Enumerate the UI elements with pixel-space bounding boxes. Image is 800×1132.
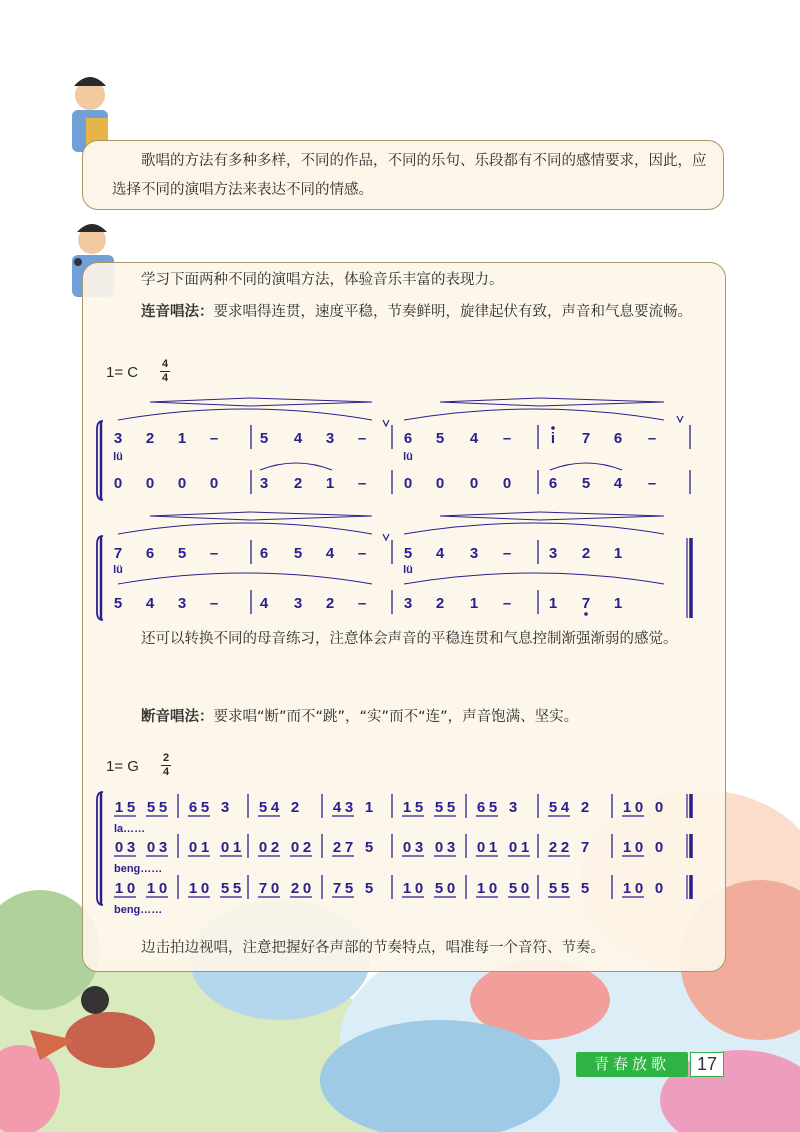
- staccato-description: 要求唱“断”而不“跳”，“实”而不“连”，声音饱满、坚实。: [213, 709, 579, 725]
- staccato-note: 5: [434, 799, 444, 816]
- lower-voice-note: –: [357, 475, 367, 492]
- page-number: 17: [690, 1052, 724, 1077]
- final-paragraph: 边击拍边视唱，注意把握好各声部的节奏特点，唱准每一个音符、节奏。: [141, 940, 605, 956]
- staccato-note: 0: [434, 839, 444, 856]
- staccato-note: 6: [476, 799, 486, 816]
- lower-voice-note: 0: [113, 475, 123, 492]
- staccato-note: 3: [508, 799, 518, 816]
- syllable-lu: lü: [113, 451, 123, 463]
- staccato-note: 2: [270, 839, 280, 856]
- upper-voice-note: –: [209, 430, 219, 447]
- upper-voice-note: 5: [293, 545, 303, 562]
- decrescendo-hairpin: [540, 512, 664, 520]
- staccato-paragraph: [112, 703, 708, 732]
- lyric-beng: beng……: [114, 904, 163, 916]
- staccato-note: 1: [114, 880, 124, 897]
- lower-voice-note: 4: [259, 595, 269, 612]
- crescendo-hairpin: [440, 398, 540, 406]
- lower-voice-note: 4: [145, 595, 155, 612]
- upper-voice-note: 6: [403, 430, 413, 447]
- staccato-note: 0: [146, 839, 156, 856]
- staccato-note: 0: [488, 880, 498, 897]
- staccato-note: 2: [560, 839, 570, 856]
- upper-voice-note: 6: [145, 545, 155, 562]
- staccato-note: 6: [188, 799, 198, 816]
- staccato-note: 0: [114, 839, 124, 856]
- decrescendo-hairpin: [250, 512, 372, 520]
- upper-voice-note: –: [209, 545, 219, 562]
- lower-voice-note: 0: [209, 475, 219, 492]
- staccato-note: 1: [402, 799, 412, 816]
- lower-voice-note: 0: [435, 475, 445, 492]
- syllable-lu: lü: [403, 564, 413, 576]
- staccato-label: 断音唱法：: [141, 709, 214, 725]
- staccato-note: 5: [548, 799, 558, 816]
- lower-voice-note: –: [357, 595, 367, 612]
- staccato-note: 1: [200, 839, 210, 856]
- upper-voice-note: 3: [548, 545, 558, 562]
- staccato-note: 4: [332, 799, 342, 816]
- staccato-note: 2: [302, 839, 312, 856]
- decrescendo-hairpin: [250, 398, 372, 406]
- slur: [260, 463, 332, 470]
- staccato-note: 5: [200, 799, 210, 816]
- lower-voice-note: 5: [113, 595, 123, 612]
- staccato-note: 4: [560, 799, 570, 816]
- breath-mark: [677, 416, 683, 422]
- staccato-note: 5: [126, 799, 136, 816]
- upper-voice-note: 6: [259, 545, 269, 562]
- staccato-note: 1: [232, 839, 242, 856]
- upper-voice-note: 5: [259, 430, 269, 447]
- upper-voice-note: i: [550, 430, 556, 447]
- upper-voice-note: –: [502, 545, 512, 562]
- staccato-note: 2: [332, 839, 342, 856]
- upper-voice-note: 4: [293, 430, 303, 447]
- upper-voice-note: 5: [177, 545, 187, 562]
- staccato-note: 0: [654, 839, 664, 856]
- upper-voice-note: –: [357, 430, 367, 447]
- staccato-note: 5: [344, 880, 354, 897]
- staccato-note: 0: [302, 880, 312, 897]
- staccato-note: 5: [258, 799, 268, 816]
- staccato-note: 3: [344, 799, 354, 816]
- lower-voice-note: –: [647, 475, 657, 492]
- exercise-intro: 学习下面两种不同的演唱方法，体验音乐丰富的表现力。: [141, 272, 504, 288]
- legato-label: 连音唱法：: [141, 304, 214, 320]
- staccato-note: 0: [258, 839, 268, 856]
- upper-voice-note: –: [502, 430, 512, 447]
- staccato-note: 0: [290, 839, 300, 856]
- upper-voice-note: –: [357, 545, 367, 562]
- breath-mark: [383, 534, 389, 540]
- lower-voice-note: 1: [613, 595, 623, 612]
- lower-voice-note: 4: [613, 475, 623, 492]
- lower-voice-note: 2: [325, 595, 335, 612]
- upper-voice-note: 4: [435, 545, 445, 562]
- staccato-note: 0: [200, 880, 210, 897]
- upper-voice-note: 7: [113, 545, 123, 562]
- staccato-note: 3: [446, 839, 456, 856]
- staccato-note: 0: [634, 839, 644, 856]
- upper-voice-note: 2: [145, 430, 155, 447]
- lower-voice-note: 3: [259, 475, 269, 492]
- staccato-note: 0: [476, 839, 486, 856]
- slur: [118, 573, 372, 584]
- staccato-note: 2: [580, 799, 590, 816]
- staccato-note: 0: [220, 839, 230, 856]
- lower-voice-note: 1: [548, 595, 558, 612]
- staccato-note: 2: [290, 799, 300, 816]
- staccato-note: 5: [580, 880, 590, 897]
- low-octave-dot: [584, 612, 588, 616]
- staccato-note: 7: [332, 880, 342, 897]
- staccato-note: 4: [270, 799, 280, 816]
- staccato-note: 0: [126, 880, 136, 897]
- staccato-note: 1: [520, 839, 530, 856]
- staccato-note: 5: [508, 880, 518, 897]
- lower-voice-note: 0: [502, 475, 512, 492]
- slur: [550, 463, 622, 470]
- lower-voice-note: 3: [177, 595, 187, 612]
- staccato-note: 5: [364, 880, 374, 897]
- staccato-note: 0: [414, 880, 424, 897]
- breath-mark: [383, 420, 389, 426]
- legato-time-signature: 4 4: [161, 358, 169, 384]
- lower-voice-note: 5: [581, 475, 591, 492]
- staccato-note: 1: [402, 880, 412, 897]
- staccato-note: 3: [220, 799, 230, 816]
- staccato-key-signature: 1= G: [106, 758, 139, 775]
- staccato-note: 5: [488, 799, 498, 816]
- staccato-note: 5: [414, 799, 424, 816]
- legato-description: 要求唱得连贯，速度平稳，节奏鲜明，旋律起伏有致，声音和气息要流畅。: [213, 304, 692, 320]
- upper-voice-note: 1: [613, 545, 623, 562]
- staccato-note: 0: [446, 880, 456, 897]
- upper-voice-note: 3: [113, 430, 123, 447]
- slur: [404, 409, 664, 420]
- staccato-note: 1: [622, 839, 632, 856]
- upper-voice-note: 3: [325, 430, 335, 447]
- staccato-note: 0: [654, 799, 664, 816]
- slur: [118, 409, 372, 420]
- staccato-note: 1: [364, 799, 374, 816]
- staccato-note: 7: [344, 839, 354, 856]
- upper-voice-note: 2: [581, 545, 591, 562]
- staccato-note: 5: [560, 880, 570, 897]
- staccato-note: 5: [364, 839, 374, 856]
- staccato-note: 0: [520, 880, 530, 897]
- lower-voice-note: 7: [581, 595, 591, 612]
- staccato-note: 3: [126, 839, 136, 856]
- staccato-note: 2: [548, 839, 558, 856]
- staccato-note: 0: [188, 839, 198, 856]
- crescendo-hairpin: [150, 512, 250, 520]
- upper-voice-note: –: [647, 430, 657, 447]
- chapter-title: 青春放歌: [576, 1052, 688, 1077]
- upper-voice-note: 3: [469, 545, 479, 562]
- slur: [404, 523, 664, 534]
- staccato-note: 7: [258, 880, 268, 897]
- staccato-note: 5: [220, 880, 230, 897]
- staccato-note: 0: [508, 839, 518, 856]
- staccato-note: 0: [158, 880, 168, 897]
- staccato-note: 0: [270, 880, 280, 897]
- crescendo-hairpin: [440, 512, 540, 520]
- upper-voice-note: 5: [403, 545, 413, 562]
- slur: [404, 573, 664, 584]
- staccato-note: 2: [290, 880, 300, 897]
- lower-voice-note: 0: [469, 475, 479, 492]
- lower-voice-note: 0: [403, 475, 413, 492]
- lower-voice-note: 1: [325, 475, 335, 492]
- high-octave-dot: [551, 426, 555, 430]
- staccato-note: 5: [434, 880, 444, 897]
- lower-voice-note: 0: [145, 475, 155, 492]
- staccato-note: 1: [622, 880, 632, 897]
- upper-voice-note: 4: [469, 430, 479, 447]
- decrescendo-hairpin: [540, 398, 664, 406]
- staccato-note: 3: [158, 839, 168, 856]
- staccato-note: 0: [634, 880, 644, 897]
- upper-voice-note: 5: [435, 430, 445, 447]
- staccato-note: 1: [622, 799, 632, 816]
- staccato-note: 0: [634, 799, 644, 816]
- staccato-note: 5: [146, 799, 156, 816]
- lyric-la: la……: [114, 823, 146, 835]
- staccato-note: 5: [446, 799, 456, 816]
- legato-key-signature: 1= C: [106, 364, 139, 381]
- staccato-note: 0: [402, 839, 412, 856]
- lower-voice-note: 1: [469, 595, 479, 612]
- lower-voice-note: 6: [548, 475, 558, 492]
- staccato-note: 0: [654, 880, 664, 897]
- lyric-beng: beng……: [114, 863, 163, 875]
- upper-voice-note: 6: [613, 430, 623, 447]
- syllable-lu: lü: [113, 564, 123, 576]
- staccato-time-signature: 2 4: [162, 752, 170, 778]
- lower-voice-note: 2: [435, 595, 445, 612]
- staccato-note: 1: [476, 880, 486, 897]
- syllable-lu: lü: [403, 451, 413, 463]
- lower-voice-note: –: [502, 595, 512, 612]
- staccato-note: 5: [548, 880, 558, 897]
- staccato-note: 1: [114, 799, 124, 816]
- staccato-note: 5: [232, 880, 242, 897]
- page-footer: [576, 1052, 724, 1077]
- crescendo-hairpin: [150, 398, 250, 406]
- lower-voice-note: 0: [177, 475, 187, 492]
- staccato-note: 1: [188, 880, 198, 897]
- slur: [118, 523, 372, 534]
- legato-note-paragraph: 还可以转换不同的母音练习，注意体会声音的平稳连贯和气息控制渐强渐弱的感觉。: [141, 631, 678, 647]
- lower-voice-note: 3: [403, 595, 413, 612]
- upper-voice-note: 4: [325, 545, 335, 562]
- staccato-note: 7: [580, 839, 590, 856]
- lower-voice-note: 3: [293, 595, 303, 612]
- staccato-note: 1: [146, 880, 156, 897]
- intro-paragraph: 歌唱的方法有多种多样，不同的作品，不同的乐句、乐段都有不同的感情要求，因此，应选择不同的演唱方法来表达不同的情感。: [112, 153, 707, 198]
- staccato-note: 3: [414, 839, 424, 856]
- lower-voice-note: 2: [293, 475, 303, 492]
- lower-voice-note: –: [209, 595, 219, 612]
- upper-voice-note: 1: [177, 430, 187, 447]
- staccato-note: 5: [158, 799, 168, 816]
- upper-voice-note: 7: [581, 430, 591, 447]
- staccato-note: 1: [488, 839, 498, 856]
